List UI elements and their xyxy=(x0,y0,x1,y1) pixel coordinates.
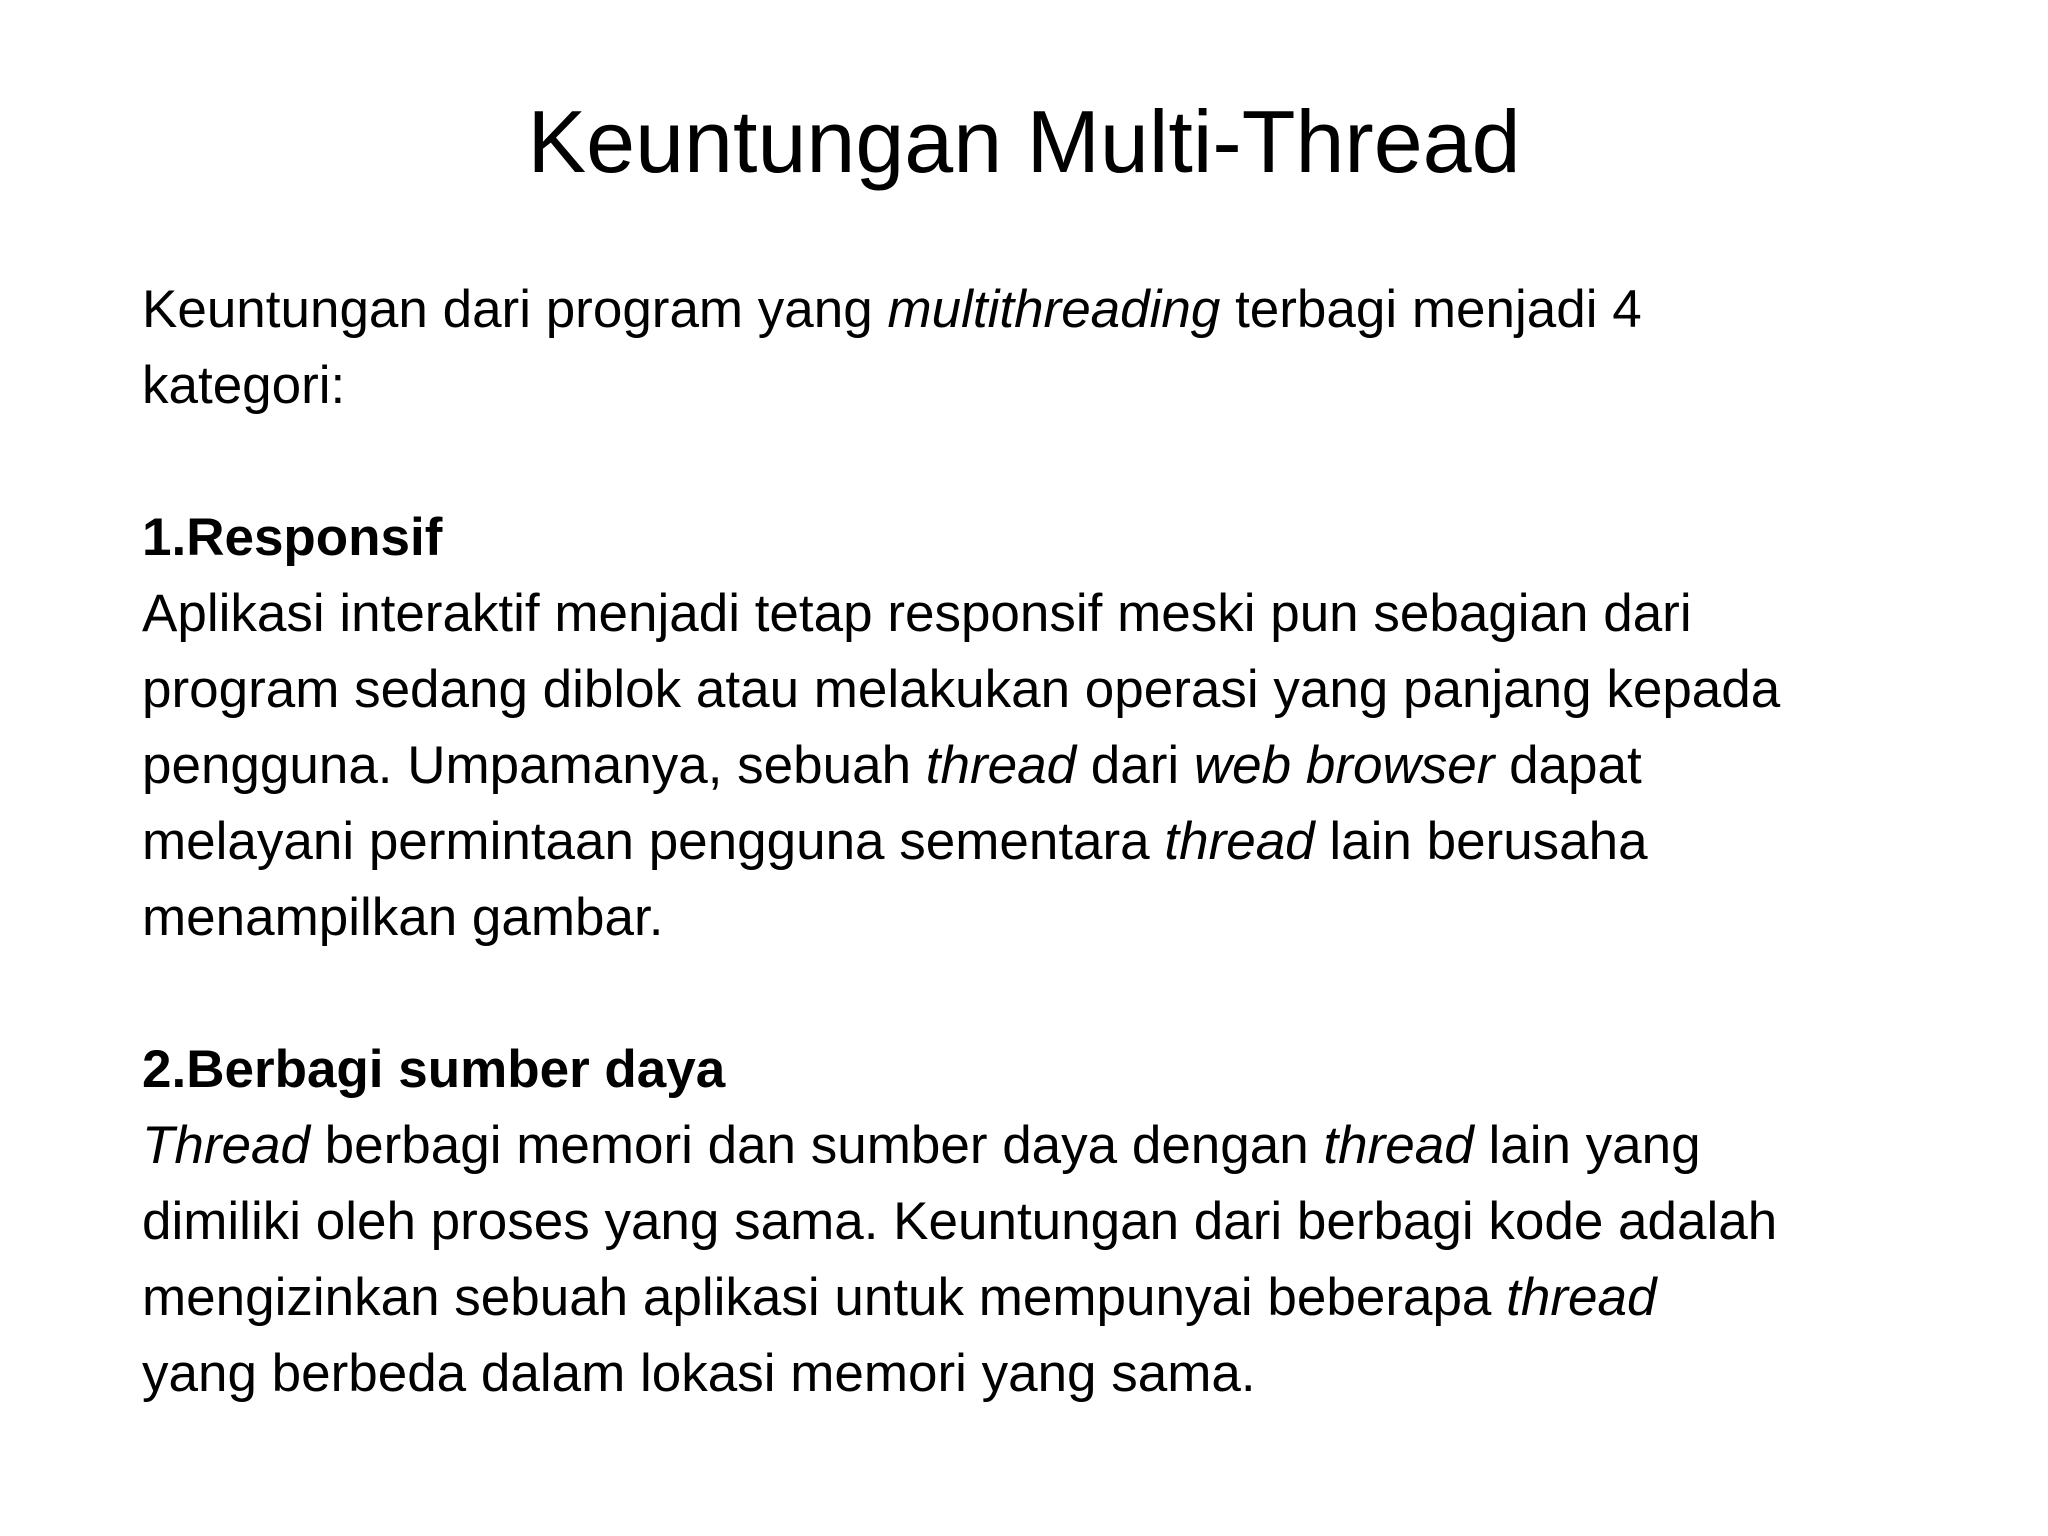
text-run: dimiliki oleh proses yang sama. Keuntungan dari berbagi kode adalah xyxy=(142,1192,1778,1251)
section-heading-berbagi-sumber-daya: 2.Berbagi sumber daya xyxy=(142,1040,726,1099)
text-run: terbagi menjadi 4 xyxy=(1220,280,1642,339)
intro-paragraph xyxy=(142,272,1962,424)
italic-text: Thread xyxy=(142,1116,310,1175)
text-run: melayani permintaan pengguna sementara xyxy=(142,812,1165,871)
text-run: lain yang xyxy=(1473,1116,1701,1175)
section-body-berbagi-sumber-daya xyxy=(142,1108,1962,1412)
text-run: lain berusaha xyxy=(1314,812,1648,871)
italic-text: multithreading xyxy=(887,280,1221,339)
text-run: program sedang diblok atau melakukan operasi yang panjang kepada xyxy=(142,660,1781,719)
slide-title: Keuntungan Multi-Thread xyxy=(527,92,1521,191)
text-run: menampilkan gambar. xyxy=(142,888,664,947)
italic-text: thread xyxy=(1323,1116,1474,1175)
text-run: dapat xyxy=(1494,736,1642,795)
text-run: Keuntungan dari program yang xyxy=(142,280,888,339)
text-run: Aplikasi interaktif menjadi tetap responsif meski pun sebagian dari xyxy=(142,584,1692,643)
text-run: pengguna. Umpamanya, sebuah xyxy=(142,736,926,795)
italic-text: web browser xyxy=(1193,736,1495,795)
text-run: berbagi memori dan sumber daya dengan xyxy=(309,1116,1324,1175)
italic-text: thread xyxy=(1164,812,1315,871)
text-run: yang berbeda dalam lokasi memori yang sama. xyxy=(142,1344,1256,1403)
text-run: dari xyxy=(1076,736,1194,795)
italic-text: thread xyxy=(1506,1268,1657,1327)
spacer xyxy=(142,956,1962,1032)
text-run: kategori: xyxy=(142,356,346,415)
italic-text: thread xyxy=(925,736,1077,795)
slide-body xyxy=(142,272,1962,1412)
section-heading-responsif: 1.Responsif xyxy=(142,508,443,567)
section-body-responsif xyxy=(142,576,1962,956)
text-run: mengizinkan sebuah aplikasi untuk mempunyai beberapa xyxy=(142,1268,1507,1327)
spacer xyxy=(142,424,1962,500)
